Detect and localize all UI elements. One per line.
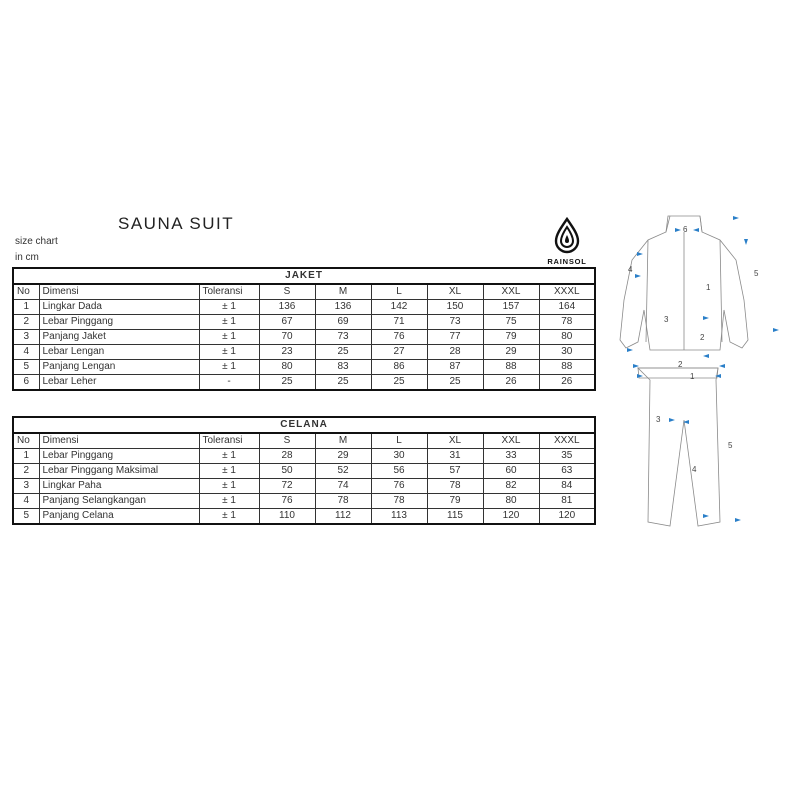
size-value-cell: 78 bbox=[371, 494, 427, 509]
suit-outline-diagram bbox=[610, 210, 790, 540]
arrow-icon bbox=[703, 514, 709, 518]
size-value-cell: 25 bbox=[371, 375, 427, 391]
arrow-icon bbox=[637, 252, 643, 256]
tolerance-cell: ± 1 bbox=[199, 330, 259, 345]
dimension-name: Lebar Pinggang bbox=[39, 449, 199, 464]
tolerance-cell: ± 1 bbox=[199, 464, 259, 479]
size-value-cell: 28 bbox=[427, 345, 483, 360]
size-value-cell: 35 bbox=[539, 449, 595, 464]
col-header: XXXL bbox=[539, 433, 595, 449]
table-row bbox=[13, 479, 595, 494]
celana-table-body bbox=[13, 449, 595, 525]
celana-header-row bbox=[13, 433, 595, 449]
table-row bbox=[13, 315, 595, 330]
size-value-cell: 69 bbox=[315, 315, 371, 330]
arrow-icon bbox=[693, 228, 699, 232]
size-value-cell: 29 bbox=[483, 345, 539, 360]
jaket-header-row bbox=[13, 284, 595, 300]
row-number: 5 bbox=[13, 509, 39, 525]
jacket-label-4: 4 bbox=[628, 265, 633, 274]
size-value-cell: 73 bbox=[427, 315, 483, 330]
pants-label-2: 2 bbox=[678, 360, 683, 369]
size-value-cell: 73 bbox=[315, 330, 371, 345]
measurement-diagram bbox=[610, 210, 790, 540]
col-header: L bbox=[371, 433, 427, 449]
size-value-cell: 57 bbox=[427, 464, 483, 479]
size-value-cell: 78 bbox=[539, 315, 595, 330]
dimension-name: Lingkar Paha bbox=[39, 479, 199, 494]
size-value-cell: 56 bbox=[371, 464, 427, 479]
size-value-cell: 80 bbox=[483, 494, 539, 509]
tolerance-cell: ± 1 bbox=[199, 479, 259, 494]
dimension-name: Lebar Pinggang Maksimal bbox=[39, 464, 199, 479]
size-value-cell: 74 bbox=[315, 479, 371, 494]
size-chart-caption: size chart bbox=[15, 236, 58, 247]
col-header: L bbox=[371, 284, 427, 300]
pants-label-4: 4 bbox=[692, 465, 697, 474]
size-value-cell: 110 bbox=[259, 509, 315, 525]
table-row bbox=[13, 300, 595, 315]
size-value-cell: 82 bbox=[483, 479, 539, 494]
tolerance-cell: ± 1 bbox=[199, 449, 259, 464]
size-value-cell: 78 bbox=[427, 479, 483, 494]
size-value-cell: 76 bbox=[259, 494, 315, 509]
brand-logo bbox=[542, 216, 592, 266]
tolerance-cell: ± 1 bbox=[199, 494, 259, 509]
size-value-cell: 50 bbox=[259, 464, 315, 479]
size-value-cell: 157 bbox=[483, 300, 539, 315]
row-number: 3 bbox=[13, 330, 39, 345]
dimension-name: Lebar Pinggang bbox=[39, 315, 199, 330]
size-value-cell: 25 bbox=[259, 375, 315, 391]
size-value-cell: 26 bbox=[539, 375, 595, 391]
size-value-cell: 25 bbox=[315, 345, 371, 360]
size-value-cell: 30 bbox=[539, 345, 595, 360]
arrow-icon bbox=[773, 328, 779, 332]
pants-outline bbox=[638, 368, 720, 526]
arrow-icon bbox=[703, 354, 709, 358]
jacket-label-1: 1 bbox=[706, 283, 711, 292]
unit-caption: in cm bbox=[15, 252, 39, 263]
arrow-icon bbox=[669, 418, 675, 422]
jacket-label-6: 6 bbox=[683, 225, 688, 234]
row-number: 4 bbox=[13, 345, 39, 360]
col-header: M bbox=[315, 433, 371, 449]
size-value-cell: 115 bbox=[427, 509, 483, 525]
table-row bbox=[13, 464, 595, 479]
tolerance-cell: ± 1 bbox=[199, 345, 259, 360]
col-header: No bbox=[13, 433, 39, 449]
col-header: M bbox=[315, 284, 371, 300]
col-header: S bbox=[259, 433, 315, 449]
arrow-icon bbox=[635, 274, 641, 278]
col-header: XL bbox=[427, 433, 483, 449]
logo-text: RAINSOL bbox=[547, 257, 587, 266]
row-number: 5 bbox=[13, 360, 39, 375]
size-value-cell: 142 bbox=[371, 300, 427, 315]
pants-label-3: 3 bbox=[656, 415, 661, 424]
row-number: 1 bbox=[13, 449, 39, 464]
table-row bbox=[13, 449, 595, 464]
row-number: 4 bbox=[13, 494, 39, 509]
size-value-cell: 71 bbox=[371, 315, 427, 330]
dimension-name: Panjang Jaket bbox=[39, 330, 199, 345]
size-value-cell: 67 bbox=[259, 315, 315, 330]
arrow-icon bbox=[627, 348, 633, 352]
table-row bbox=[13, 345, 595, 360]
row-number: 3 bbox=[13, 479, 39, 494]
page-title: SAUNA SUIT bbox=[118, 214, 235, 233]
size-value-cell: 120 bbox=[539, 509, 595, 525]
pants-label-1: 1 bbox=[690, 372, 695, 381]
size-value-cell: 79 bbox=[483, 330, 539, 345]
tolerance-cell: ± 1 bbox=[199, 300, 259, 315]
dimension-name: Panjang Lengan bbox=[39, 360, 199, 375]
dimension-name: Lingkar Dada bbox=[39, 300, 199, 315]
size-value-cell: 33 bbox=[483, 449, 539, 464]
table-row bbox=[13, 360, 595, 375]
arrow-icon bbox=[733, 216, 739, 220]
size-value-cell: 136 bbox=[315, 300, 371, 315]
arrow-icon bbox=[719, 364, 725, 368]
celana-table-title: CELANA bbox=[13, 417, 595, 433]
size-value-cell: 63 bbox=[539, 464, 595, 479]
size-value-cell: 112 bbox=[315, 509, 371, 525]
size-value-cell: 75 bbox=[483, 315, 539, 330]
size-value-cell: 78 bbox=[315, 494, 371, 509]
size-value-cell: 60 bbox=[483, 464, 539, 479]
table-row bbox=[13, 494, 595, 509]
jacket-label-5: 5 bbox=[754, 269, 759, 278]
dimension-name: Panjang Selangkangan bbox=[39, 494, 199, 509]
size-value-cell: 84 bbox=[539, 479, 595, 494]
size-value-cell: 88 bbox=[483, 360, 539, 375]
celana-size-table bbox=[12, 416, 596, 525]
tolerance-cell: ± 1 bbox=[199, 315, 259, 330]
size-value-cell: 77 bbox=[427, 330, 483, 345]
dimension-name: Lebar Lengan bbox=[39, 345, 199, 360]
arrow-icon bbox=[735, 518, 741, 522]
size-value-cell: 80 bbox=[259, 360, 315, 375]
col-header: Toleransi bbox=[199, 284, 259, 300]
size-value-cell: 31 bbox=[427, 449, 483, 464]
tolerance-cell: ± 1 bbox=[199, 360, 259, 375]
size-value-cell: 26 bbox=[483, 375, 539, 391]
col-header: XXXL bbox=[539, 284, 595, 300]
table-row bbox=[13, 375, 595, 391]
jacket-label-2: 2 bbox=[700, 333, 705, 342]
size-value-cell: 72 bbox=[259, 479, 315, 494]
size-value-cell: 52 bbox=[315, 464, 371, 479]
row-number: 2 bbox=[13, 464, 39, 479]
size-value-cell: 29 bbox=[315, 449, 371, 464]
jaket-size-table bbox=[12, 267, 596, 391]
size-value-cell: 76 bbox=[371, 479, 427, 494]
size-value-cell: 25 bbox=[315, 375, 371, 391]
size-value-cell: 113 bbox=[371, 509, 427, 525]
size-value-cell: 88 bbox=[539, 360, 595, 375]
size-value-cell: 28 bbox=[259, 449, 315, 464]
col-header: Dimensi bbox=[39, 433, 199, 449]
measurement-arrows bbox=[627, 216, 779, 522]
tolerance-cell: ± 1 bbox=[199, 509, 259, 525]
arrow-icon bbox=[637, 374, 643, 378]
dimension-name: Lebar Leher bbox=[39, 375, 199, 391]
pants-label-5: 5 bbox=[728, 441, 733, 450]
size-value-cell: 87 bbox=[427, 360, 483, 375]
row-number: 2 bbox=[13, 315, 39, 330]
size-value-cell: 80 bbox=[539, 330, 595, 345]
size-value-cell: 79 bbox=[427, 494, 483, 509]
size-value-cell: 70 bbox=[259, 330, 315, 345]
col-header: XXL bbox=[483, 433, 539, 449]
col-header: S bbox=[259, 284, 315, 300]
col-header: Toleransi bbox=[199, 433, 259, 449]
row-number: 1 bbox=[13, 300, 39, 315]
table-row bbox=[13, 330, 595, 345]
size-value-cell: 23 bbox=[259, 345, 315, 360]
col-header: XL bbox=[427, 284, 483, 300]
col-header: No bbox=[13, 284, 39, 300]
jacket-label-3: 3 bbox=[664, 315, 669, 324]
jaket-table-title: JAKET bbox=[13, 268, 595, 284]
size-value-cell: 164 bbox=[539, 300, 595, 315]
tolerance-cell: - bbox=[199, 375, 259, 391]
arrow-icon bbox=[744, 239, 748, 245]
arrow-icon bbox=[715, 374, 721, 378]
size-value-cell: 120 bbox=[483, 509, 539, 525]
col-header: XXL bbox=[483, 284, 539, 300]
size-value-cell: 27 bbox=[371, 345, 427, 360]
drop-logo-icon bbox=[542, 216, 592, 256]
table-row bbox=[13, 509, 595, 525]
size-value-cell: 81 bbox=[539, 494, 595, 509]
jaket-table-body bbox=[13, 300, 595, 391]
size-value-cell: 86 bbox=[371, 360, 427, 375]
size-value-cell: 136 bbox=[259, 300, 315, 315]
row-number: 6 bbox=[13, 375, 39, 391]
arrow-icon bbox=[675, 228, 681, 232]
arrow-icon bbox=[633, 364, 639, 368]
size-value-cell: 150 bbox=[427, 300, 483, 315]
size-value-cell: 30 bbox=[371, 449, 427, 464]
size-value-cell: 25 bbox=[427, 375, 483, 391]
col-header: Dimensi bbox=[39, 284, 199, 300]
size-value-cell: 76 bbox=[371, 330, 427, 345]
arrow-icon bbox=[703, 316, 709, 320]
size-value-cell: 83 bbox=[315, 360, 371, 375]
dimension-name: Panjang Celana bbox=[39, 509, 199, 525]
jacket-outline bbox=[620, 216, 748, 350]
